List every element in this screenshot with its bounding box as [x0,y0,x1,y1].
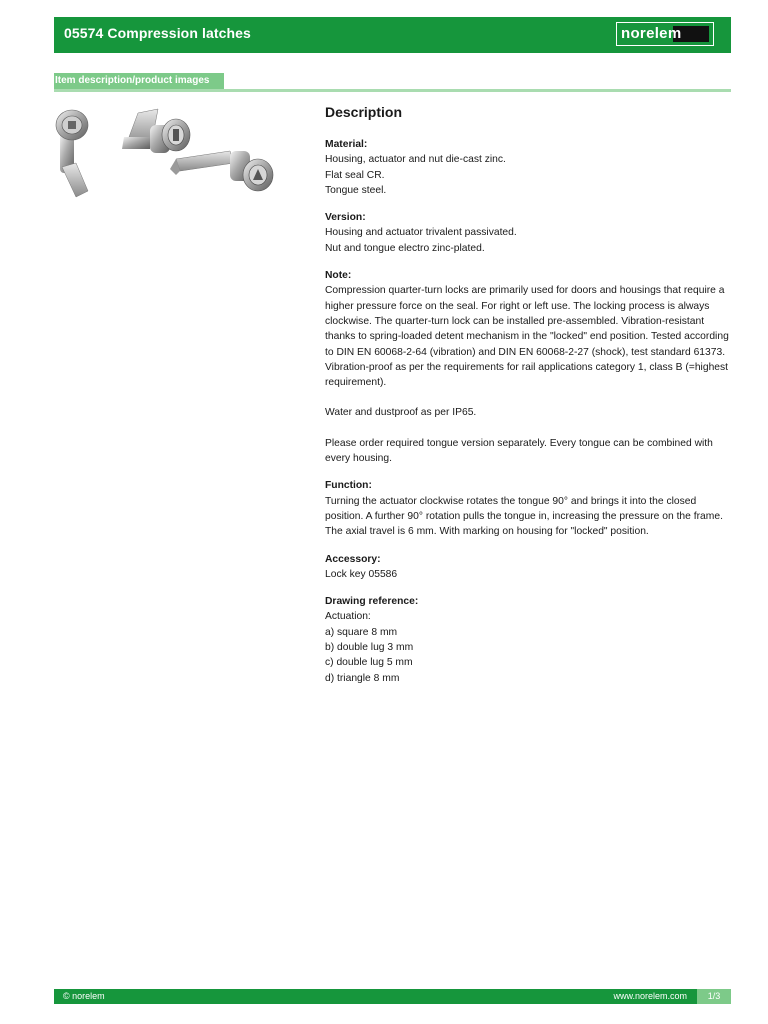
latch-image-3 [170,151,273,191]
drawing-line: d) triangle 8 mm [325,672,400,684]
material-line: Housing, actuator and nut die-cast zinc. [325,154,506,166]
function-section [325,478,733,539]
drawing-label: Drawing reference: [325,596,419,608]
version-label: Version: [325,212,366,224]
accessory-section [325,552,733,583]
material-label: Material: [325,139,368,150]
drawing-line: Actuation: [325,611,371,623]
norelem-logo[interactable] [616,22,714,46]
material-line: Tongue steel. [325,184,387,196]
function-label: Function: [325,480,372,492]
note-paragraph: Water and dustproof as per IP65. [325,407,477,419]
version-line: Nut and tongue electro zinc-plated. [325,242,485,254]
footer-website-link[interactable]: www.norelem.com [613,991,687,1001]
version-section [325,210,733,256]
material-line: Flat seal CR. [325,169,385,181]
footer-bar [54,989,731,1004]
section-divider [54,89,731,92]
description-content [325,103,733,698]
note-paragraph: Please order required tongue version separately. Every tongue can be combined with every housing. [325,437,713,465]
footer-copyright: © norelem [63,991,105,1001]
drawing-line: a) square 8 mm [325,626,398,638]
latch-image-1 [56,110,88,197]
function-text: Turning the actuator clockwise rotates the tongue 90° and brings it into the closed position. A further 90° rotation pulls the tongue in, increasing the pressure on the frame. The axial travel is 6 mm. With marking on housing for "locked" position. [325,495,723,538]
description-title: Description [325,104,403,120]
version-line: Housing and actuator trivalent passivated. [325,227,517,239]
drawing-section [325,594,733,686]
note-paragraph: Compression quarter-turn locks are primarily used for doors and housings that require a higher pressure force on the seal. For right or left use. The locking process is always clockwise. The quarter-turn lock can be installed pre-assembled. Vibration-resistant thanks to spring-loaded detent mechanism in the "locked" end position. Tested according to DIN EN 60068-2-64 (vibration) and DIN EN 60068-2-27 (shock), test standard 61373. Vibration-proof as per the requirements for rail applications category 1, class B (=highest requirement). [325,285,729,389]
product-image [54,103,274,201]
page-title: 05574 Compression latches [64,25,251,41]
drawing-line: c) double lug 5 mm [325,657,413,669]
accessory-label: Accessory: [325,553,381,565]
latch-image-2 [122,109,190,153]
note-section [325,268,733,466]
section-heading: Item description/product images [54,73,224,89]
header-bar [54,17,731,53]
material-section [325,137,733,198]
page-number: 1/3 [697,989,731,1004]
logo-text: norelem [621,25,682,42]
drawing-line: b) double lug 3 mm [325,642,414,654]
accessory-text: Lock key 05586 [325,568,398,580]
note-label: Note: [325,270,352,282]
